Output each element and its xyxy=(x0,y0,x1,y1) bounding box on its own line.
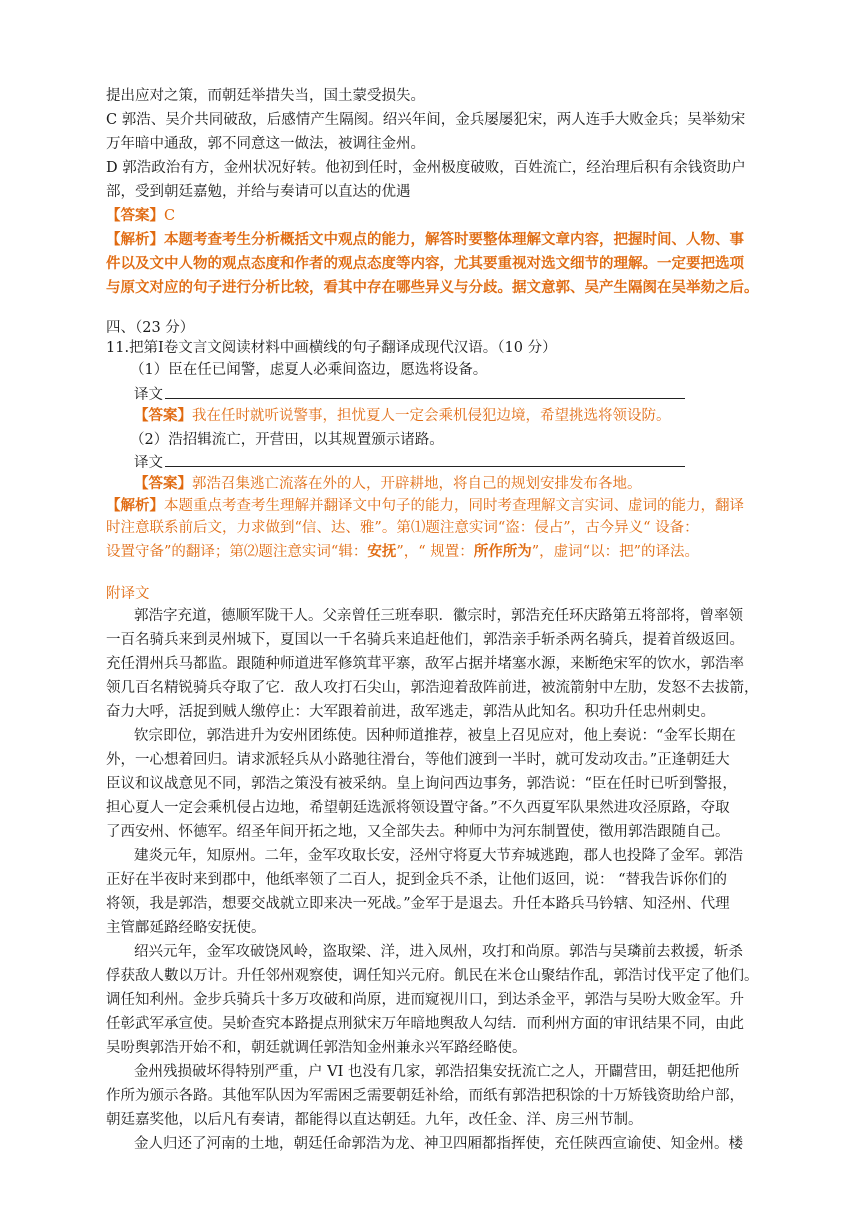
appendix-line: 一百名骑兵来到灵州城下，夏国以一千名骑兵来追赶他们，郭浩亲手斩杀两名骑兵，提着首级返回。 xyxy=(106,632,744,648)
analysis-1-line3: 与原文对应的句子进行分析比较，看其中存在哪些异义与分歧。据文意郭、吴产生隔阂在吴举劾之后。 xyxy=(106,279,759,296)
appendix-line: 俘获敌人數以万计。升任邻州观察使，调任知兴元府。飢民在米仓山聚结作乱，郭浩讨伐平定了他们。 xyxy=(106,968,759,984)
question-11-answer-2: 【答案】郭浩召集逃亡流落在外的人，开辟耕地，将自己的规划安排发布各地。 xyxy=(134,475,642,492)
appendix-line: 奋力大呼，活捉到贼人缴停止：大军跟着前进，敌军逃走，郭浩从此知名。积功升任忠州刺史。 xyxy=(106,704,715,720)
appendix-line: 担心夏人一定会乘机侵占边地，希望朝廷选派将领设置守备。”不久西夏军队果然进攻泾原路，夺取 xyxy=(106,800,730,816)
question-11-answer-1: 【答案】我在任时就听说警事，担忧夏人一定会乘机侵犯边境，希望挑选将领设防。 xyxy=(134,407,671,424)
appendix-line: 朝廷嘉奖他，以后凡有奏请，都能得以直达朝廷。九年，改任金、洋、房三州节制。 xyxy=(106,1112,643,1128)
section-4-title: 四、（23 分） xyxy=(106,320,195,336)
appendix-line: 了西安州、怀德军。绍圣年间开拓之地，又全部失去。种师中为河东制置使，徵用郭浩跟随自己。 xyxy=(106,824,730,840)
translation-blank-2: 译文 xyxy=(134,450,766,474)
appendix-line: 将领，我是郭浩，想要交战就立即来决一死战。”金军于是退去。升任本路兵马钤辖、知泾州、代理 xyxy=(106,896,730,912)
question-11-stem: 11.把第Ⅰ卷文言文阅读材料中画横线的句子翻译成现代汉语。（10 分） xyxy=(106,340,557,356)
appendix-line: 金人归还了河南的土地，朝廷任命郭浩为龙、神卫四厢都指挥使，充任陕西宣谕使、知金州。楼 xyxy=(134,1136,743,1152)
appendix-line: 绍兴元年，金军攻破饶风岭，盗取梁、洋，进入凤州，攻打和尚原。郭浩与吴璘前去救援，斩杀 xyxy=(134,944,743,960)
appendix-line: 主管鄜延路经略安抚使。 xyxy=(106,920,266,936)
question-11-analysis-line2: 时注意联系前后文，力求做到“信、达、雅”。第⑴题注意实词“盗：侵占”，古今异义“ 设备： xyxy=(106,520,699,536)
answer-tag: 【答案】 xyxy=(106,207,164,224)
answer-1 xyxy=(106,204,766,228)
appendix-line: 金州残损破坏得特别严重，户 VI 也没有几家，郭浩招集安抚流亡之人，开闢营田，朝廷把他所 xyxy=(134,1064,740,1080)
option-c-line1: C 郭浩、吴介共同破敌，后感情产生隔阂。绍兴年间，金兵屡屡犯宋，两人连手大败金兵；吴举劾宋 xyxy=(106,112,746,128)
answer-value: C xyxy=(164,208,176,224)
question-11-sentence-1: （1）臣在任已闻警，虑夏人必乘间盗边，愿选将设备。 xyxy=(130,362,488,378)
appendix-line: 臣议和议战意见不同，郭浩之策没有被采纳。皇上询问西边事务，郭浩说：“臣在任时已听到警报， xyxy=(106,776,737,792)
option-d-line1: D 郭浩政治有方，金州状况好转。他初到任时，金州极度破败，百姓流亡，经治理后积有余钱资助户 xyxy=(106,160,746,176)
option-b-tail: 提出应对之策，而朝廷举措失当，国土蒙受损失。 xyxy=(106,88,425,104)
appendix-line: 吴吩舆郭浩开始不和，朝廷就调任郭浩知金州兼永兴军路经略使。 xyxy=(106,1040,527,1056)
appendix-line: 钦宗即位，郭浩进升为安州团练使。因种师道推荐，被皇上召见应对，他上奏说：“金军长期在 xyxy=(134,728,736,744)
analysis-1-line1: 【解析】本题考查考生分析概括文中观点的能力，解答时要整体理解文章内容，把握时间、人物、事 xyxy=(106,231,744,248)
appendix-line: 调任知利州。金步兵骑兵十多万攻破和尚原，进而窥视川口，到达杀金平，郭浩与吴吩大败金军。升 xyxy=(106,992,744,1008)
question-11-analysis-line3: 设置守备”的翻译；第⑵题注意实词“辑：安抚”，“ 规置：所作所为”，虚词“以：把”的译法。 xyxy=(106,543,700,560)
appendix-line: 充任渭州兵马都监。跟随种师道进军修筑茸平寨，敌军占据并堵塞水源，来断绝宋军的饮水，郭浩率 xyxy=(106,656,744,672)
option-c-line2: 万年暗中通敌，郭不同意这一做法，被调往金州。 xyxy=(106,136,425,152)
analysis-1-line2: 件以及文中人物的观点态度和作者的观点态度等内容，尤其要重视对选文细节的理解。一定要把选项 xyxy=(106,255,744,272)
appendix-line: 任彰武军承宣使。吴蚧查究本路提点刑狱宋万年暗地舆敌人勾结．而利州方面的审讯结果不同，由此 xyxy=(106,1016,744,1032)
blank-underline xyxy=(165,382,685,399)
question-11-sentence-2: （2）浩招辑流亡，开营田，以其规置颁示诸路。 xyxy=(130,432,444,448)
blank-underline xyxy=(165,450,685,467)
option-d-line2: 部，受到朝廷嘉勉，并给与奏请可以直达的优遇 xyxy=(106,184,411,200)
appendix-line: 郭浩字充道，德顺军陇干人。父亲曾任三班奉职．徽宗时，郭浩充任环庆路第五将部将，曾率领 xyxy=(134,608,743,624)
appendix-line: 领几百名精锐骑兵夺取了它．敌人攻打石尖山，郭浩迎着敌阵前进，被流箭射中左肋，发怒不去拔箭， xyxy=(106,680,759,696)
question-11-analysis-line1: 【解析】本题重点考查考生理解并翻译文中句子的能力，同时考查理解文言实词、虚词的能力，翻译 xyxy=(106,497,744,514)
translation-blank-1: 译文 xyxy=(134,382,766,406)
appendix-line: 外，一心想着回归。请求派轻兵从小路驰往滑台，等他们渡到一半时，就可发动攻击。”正逢朝廷大 xyxy=(106,752,730,768)
appendix-title: 附译文 xyxy=(106,586,150,602)
appendix-line: 正好在半夜时来到郡中，他纸率领了二百人，捉到金兵不杀，让他们返回，说： “替我告诉你们的 xyxy=(106,872,728,888)
analysis-tag: 【解析】 xyxy=(106,231,164,248)
appendix-line: 建炎元年，知原州。二年，金军攻取长安，泾州守将夏大节弃城逃跑，郡人也投降了金军。郭浩 xyxy=(134,848,743,864)
appendix-line: 作所为颁示各路。其他军队因为军需困乏需要朝廷补给，而纸有郭浩把积馀的十万矫钱资助给户部， xyxy=(106,1088,744,1104)
